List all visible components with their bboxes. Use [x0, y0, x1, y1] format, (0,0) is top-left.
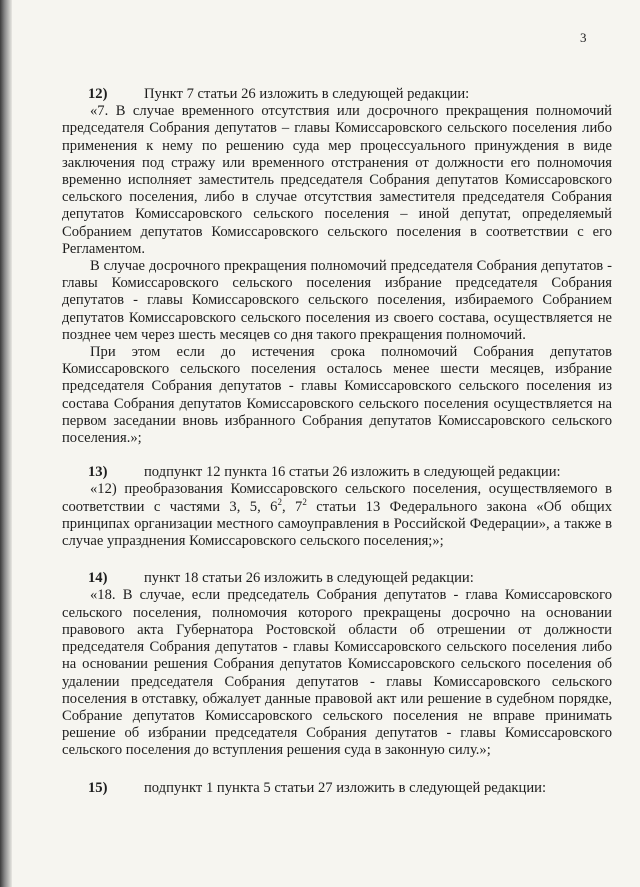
page-number: 3	[580, 30, 587, 45]
item-12-paragraph-1: «7. В случае временного отсутствия или досрочного прекращения полномочий председателя Собрания депутатов – главы Комиссаровского сельского поселения либо применения к нему по решению суда мер процессуального принуждения в виде заключения под стражу или временного отстранения от должности его полномочия временно исполняет заместитель председателя Собрания депутатов Комиссаровского сельского поселения, либо в случае отсутствия заместителя председателя Собрания депутатов Комиссаровского сельского поселения – иной депутат, определяемый Собранием депутатов Комиссаровского сельского поселения в соответствии с его Регламентом.	[62, 103, 612, 257]
item-14-heading	[62, 570, 612, 587]
item-13-paragraph	[62, 481, 612, 550]
item-number: 13)	[88, 464, 108, 481]
paragraph-text-part: статьи 13 Федерального закона «Об общих принципах организации местного самоуправления в Российской Федерации», а также в случае упразднения Комиссаровского сельского поселения;»;	[62, 498, 613, 550]
paragraph-text-part: «12) преобразования Комиссаровского сельского поселения, осуществляемого в соответствии с частями 3, 5, 6	[62, 481, 612, 515]
item-number: 12)	[88, 86, 108, 102]
item-14-paragraph: «18. В случае, если председатель Собрания депутатов - глава Комиссаровского сельского поселения, полномочия которого прекращены досрочно на основании правового акта Губернатора Ростовской области об отрешении от должности председателя Собрания депутатов - главы Комиссаровского сельского поселения либо на основании решения Собрания депутатов Комиссаровского сельского поселения об удалении председателя Собрания депутатов - главы Комиссаровского сельского поселения в отставку, обжалует данные правовой акт или решение в судебном порядке, Собрание депутатов Комиссаровского сельского поселения не вправе принимать решение об избрании председателя Собрания депутатов - главы Комиссаровского сельского поселения до вступления решения суда в законную силу.»;	[62, 587, 612, 759]
item-12-paragraph-2: В случае досрочного прекращения полномочий председателя Собрания депутатов - главы Комиссаровского сельского поселения избрание председателя Собрания депутатов - главы Комиссаровского сельского поселения, избираемого Собранием депутатов Комиссаровского сельского поселения из своего состава, осуществляется не позднее чем через шесть месяцев со дня такого прекращения полномочий.	[62, 258, 612, 343]
item-heading-text: Пункт 7 статьи 26 изложить в следующей редакции:	[144, 86, 470, 102]
paragraph-text-part: , 7	[281, 498, 303, 515]
superscript: 2	[302, 496, 307, 507]
scan-edge-shadow	[0, 0, 12, 887]
item-heading-text: подпункт 1 пункта 5 статьи 27 изложить в следующей редакции:	[144, 779, 547, 796]
item-12-heading	[62, 86, 612, 103]
item-number: 14)	[88, 570, 108, 587]
item-12-paragraph-3: При этом если до истечения срока полномочий Собрания депутатов Комиссаровского сельского поселения осталось менее шести месяцев, избрание председателя Собрания депутатов - главы Комиссаровского сельского поселения из состава Собрания депутатов Комиссаровского сельского поселения осуществляется на первом заседании вновь избранного Собрания депутатов Комиссаровского сельского поселения.»;	[62, 344, 612, 447]
item-13-heading	[62, 464, 612, 481]
document-body	[62, 86, 612, 797]
item-number: 15)	[88, 779, 108, 796]
item-heading-text: пункт 18 статьи 26 изложить в следующей редакции:	[144, 570, 474, 587]
item-15-heading	[62, 780, 612, 797]
item-heading-text: подпункт 12 пункта 16 статьи 26 изложить в следующей редакции:	[144, 464, 561, 481]
superscript: 2	[277, 496, 282, 507]
